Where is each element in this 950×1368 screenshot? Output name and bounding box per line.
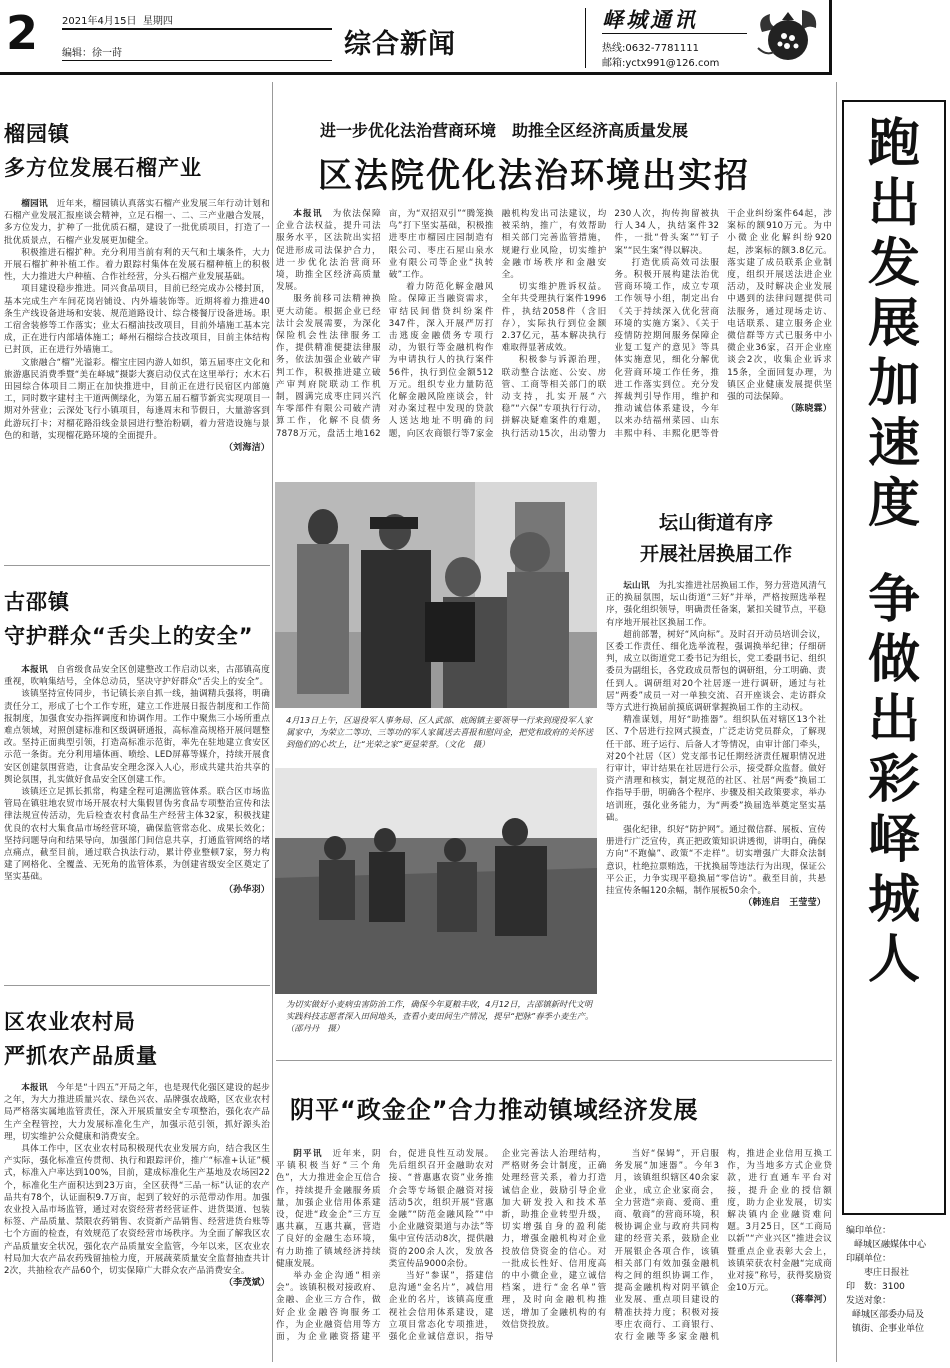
headline-top: 区农业农村局 — [4, 1010, 136, 1034]
headline-top: 坛山街道有序 — [658, 512, 773, 534]
byline: （孙华羽） — [223, 884, 270, 895]
photo-veteran-family-visit — [275, 482, 597, 708]
slogan-char: 出 — [867, 174, 920, 234]
headline-top: 榴园镇 — [4, 122, 70, 146]
yinping-headline: 阴平“政金企”合力推动镇域经济发展 — [290, 1096, 699, 1124]
section-rule — [4, 985, 270, 986]
masthead-divider — [585, 8, 586, 68]
article-agriculture — [4, 1006, 270, 1289]
masthead-rule-left — [62, 60, 332, 61]
article-tanshan — [606, 508, 826, 1056]
slogan-char: 出 — [867, 690, 920, 750]
byline: （李茂斌） — [223, 1278, 270, 1289]
slogan-gap — [844, 534, 944, 570]
masthead-right-bar — [829, 0, 832, 75]
photo2-caption: 为切实做好小麦病虫害防治工作，确保今年夏粮丰收，4月12日，古邵镇新时代文明实践科技志愿者深入田间地头，查看小麦田间生产情况，提早“把脉”春季小麦生产。（邵丹丹 摄） — [286, 999, 594, 1033]
court-article-body: 本报讯 为依法保障企业合法权益，提升司法服务水平，区法院出实招促进形成司法保护合力，进一步优化法治营商环境，助推全区经济高质量发展。 服务前移司法精神换更大动能。根据企业已经法计会发展需要，为深化保险机会性法律服务工作，提供精准便捷法律服务，依法加强企业破产审判工作，积极推进建立破产审判府院联动工作机制，圆满完成枣庄同兴汽车零部件有限公司破产清算工作，化解不良债务7878万元，盘活土地162亩，为“双招双引”“腾笼换鸟”打下坚实基础，积极推进枣庄市榴园庄园制造有限公司、枣庄石屋山泉水业有限公司等企业“执转破”工作。 着力防范化解金融风险。保障正当融资需求，审结民间借贷纠纷案件347件，深入开展严厉打击逃废金融债务专项行动，为银行等金融机构作为申请执行人的执行案件56件，执行到位金额512万元。组织专业力量防范化解金融风险座谈会，针对办案过程中发现的贷款人送达地址不明确的问题，向区农商银行等7家金融机构发出司法建议，均被采纳，推广，有效帮助相关部门完善监管措施，规避行业风险，切实维护金融市场秩序和金融安全。 切实维护胜诉权益。全年共受理执行案件1996件，执结2058件（含旧存），实际执行到位金额2.37亿元，基本解决执行难取得显著成效。 积极参与诉源治理，联动整合法庭、公安、房管、工商等相关部门的联动支持，扎实开展“六稳”“六保”专项执行行动，拼解决疑难案件的难题，执行活动15次，出动警力230人次，拘传拘留被执行人34人，执结案件32件，一批“骨头案”“钉子案”“民生案”得以解决。 打造优质高效司法服务。积极开展构建法治优营商环境工作，成立专项工作领导小组，制定出台《关于持续深入优化营商环境的实施方案》、《关于疫情防控期间服务保障企业复工复产的意见》等具体实施意见，细化分解优化营商环境工作任务，推进工作落实到位。充分发挥裁判引导作用，维护和推动诚信体系建设，今年以来办结福州菜园、山东丰熙中科、丰熙化肥等骨干企业纠纷案件64起，涉案标的额910万元。为中小微企业化解纠纷920起，涉案标的额3.8亿元。落实建了成员联系企业制度，组织开展送法进企业活动，及时解决企业发展中遇到的法律问题提供司法服务，通过现场走访、电话联系、建立服务企业微信群等方式已服务中小微企业36家，召开企业座谈会2次，收集企业诉求15条，全面回复办理，为镇区企业健康发展提供坚强的司法保障。 （陈晓霖） — [276, 209, 832, 439]
column-rule — [272, 82, 273, 1362]
photo-wheat-field-inspection — [275, 768, 597, 994]
article-gushao — [4, 586, 270, 896]
issue-date: 2021年4月15日 星期四 — [62, 16, 173, 27]
headline-main: 开展社居换届工作 — [639, 543, 792, 565]
article-liuyuan — [4, 118, 270, 454]
headline-main: 守护群众“舌尖上的安全” — [4, 624, 254, 648]
section-rule — [276, 1060, 832, 1061]
byline: （蒋奉河） — [785, 1295, 832, 1306]
hotline: 热线:0632-7781111 — [602, 43, 699, 54]
headline-main: 严抓农产品质量 — [4, 1044, 158, 1068]
headline-top: 古邵镇 — [4, 590, 70, 614]
column-rule — [836, 82, 837, 1362]
byline: （陈晓霖） — [785, 404, 832, 415]
masthead-rule-short — [62, 28, 332, 30]
byline: （韩连启 王莹莹） — [743, 898, 826, 909]
slogan-char: 跑 — [867, 114, 920, 174]
article-body: 坛山讯 为扎实推进社居换届工作，努力营造风清气正的换届氛围，坛山街道“三好”并举，严格按照选举程序，强化组织领导，明确责任备案，紧扣关键节点，平稳有序地开展社区换届工作。 超前部署，树好“风向标”。及时召开动员培训会议，区委工作责任、细化选举流程，强调换举纪律；仔细研判，成立以街道党工委书记为组长，党工委副书记、组织委员为副组长，各党政成员帮包的调研组，分工明确、责任到人。调研组对20个社居逐一进行调研，通过与社居“两委”成员一对一单独交流、召开座谈会、走访群众等方式进行换届前摸底调研掌握换届工作的主动权。 精准谋划，用好“助推器”。组织队伍对辖区13个社区、7个居进行拉网式摸查，广泛走访党员群众，了解现任干部、班子运行、后备人才等情况，由审计部门牵头，对20个社居（区）党支部书记任期经济责任履职情况进行审计，审计结果在社居进行公示，接受群众监督。做好资产清理和核实，制定规范的社区、社居“两委”换届工作指导手册，明确各个程序、步骤及相关政策要求，举办培训班，强化业务能力，为“两委”换届选举奠定坚实基础。 强化纪律，织好“防护网”。通过微信群、展板、宣传册进行广泛宣传，真正把政策知识讲透彻，讲明白，确保方向“不跑偏”、政策“不走样”。切实增强广大群众法制意识，杜绝拉票贿选，干扰换届等违法行为出现，保证公平公正，力争实现平稳换届“零信访”。截至目前，共悬挂宣传条幅120余幅，制作展板50余个。 （韩连启 王莹莹） — [606, 581, 826, 909]
pomegranate-logo-icon — [752, 2, 822, 68]
slogan-char: 展 — [867, 294, 920, 354]
byline: （刘海洁） — [223, 443, 270, 454]
slogan-char: 争 — [867, 570, 920, 630]
imprint-box: 编印单位： 峄城区融媒体中心 印刷单位： 枣庄日报社 印 数：3100 发送对象： 峄城区部委办局及 镇街、企事业单位 — [846, 1226, 927, 1334]
slogan-char: 峄 — [867, 810, 920, 870]
slogan-char: 彩 — [867, 750, 920, 810]
masthead-bottom-rule — [0, 72, 832, 75]
paper-name-rule — [602, 33, 747, 34]
slogan-char: 速 — [867, 414, 920, 474]
headline-main: 多方位发展石榴产业 — [4, 156, 202, 180]
slogan-char: 度 — [867, 474, 920, 534]
slogan-char: 发 — [867, 234, 920, 294]
slogan-char: 城 — [867, 870, 920, 930]
page-number: 2 — [6, 6, 39, 60]
email: 邮箱:yctx991@126.com — [602, 58, 720, 69]
yinping-article-body: 阴平讯 近年来，阴平镇积极当好“三个角色”，大力推进金企互信合作，持续提升金融服务质量，加强企业信用体系建设，促进“政金企”三方互惠共赢，互惠共赢，营造了良好的金融生态环境，有力助推了镇域经济持续健康发展。 举办金企沟通“相亲会”。该镇积极对接政府、金融、企业三方合作，做好企业金融咨询服务工作，为企业融资信用等方面，为企业融资搭建平台，促进良性互动发展。先后组织召开金融助农对接、“普惠惠农资”业务推介会等专场银企融资对接活动5次，组织开展“营惠金融”“防范金融风险”“中小企业融资渠道与办法”等集中宣传活动8次，提供融资的200余人次，发放各类宣传品9000余份。 当好“参谋”，搭建信息沟通“金名片”，减信用企业的名片，该镇高度重视社会信用体系建设，建立项目常态化专项推进，强化企业诚信意识，指导企业完善法人治理结构，严格财务会计制度，正确处理经营关系，着力打造诚信企业，鼓励引导企业加大研发投入和技术革新，助推企业转型升级，切实增强自身的盈利能力，增强金融机构对企业投放信贷资金的信心。对一批成长性好、信用度高的中小微企业，建立诚信档案，进行“金名单”管理，及时向金融机构推送，增加了金融机构的有效信贷投放。 当好“保姆”，开启服务发展“加速器”。今年3月，该镇组织辖区40余家企业，成立企业家商会，全力营造“亲商、爱商、重商、敬商”的营商环境，积极协调企业与政府共同构建的经营关系，鼓励企业开展银企各项合作，该镇相关部门有效加强金融机构之间的组织协调工作，提高金融机构对阴平镇企业发展、重点项目建设的精准扶持力度；积极对接枣庄农商行、工商银行、农行金融等多家金融机构，推进企业信用互换工作，为当地多方式企业贷款，进行直通车平台对接，提升企业的授信额度，助力企业发展，切实解决镇内企业融资难问题。3月25日，区“工商局以新”“产业兴区”推进会议暨重点企业表彰大会上，该镇荣获农村金融“完成商业对接”称号，获得奖励资金10万元。 （蒋奉河） — [276, 1149, 832, 1343]
editor-line: 编辑：徐一莳 — [62, 48, 122, 59]
section-rule — [4, 565, 270, 566]
article-body: 本报讯 今年是“十四五”开局之年，也是现代化强区建设的起步之年，为大力推进质量兴农、绿色兴农、品牌强农战略，区农业农村局严格落实属地监管责任，深入开展质量安全专项整治，强化农产品生产全程管控，大力发展标准化生产，加强示范引领，抓好源头治理，切实维护公众健康和消费安全。 具体工作中，区农业农村局积极现代农业发展方向，结合我区生产实际，强化标准宣传贯彻、执行和跟踪评价，推广“标准+认证”模式，标准入户率达到100%，目前，建成标准化生产基地及农场园22个，标准化生产面积达到23万亩，全区获得“三品一标”认证的农产品共有78个，认证面积9.7万亩，起到了较好的示范带动作用。加强农业投入品市场监管，通过对农资经营者经营证件、进货渠道、包装标签、产品质量、禁限农药销售、农资新产品销售、经营进货台账等七个方面的检查，有效规范了农资经营市场秩序。为全面了解我区农产品质量安全状况，强化农产品质量安全监管，今年以来，区农业农村局加大农产品农药残留抽检力度，开展蔬菜质量安全监督抽查共计2次，共抽检农产品60个，切实保障广大群众农产品消费安全。 （李茂斌） — [4, 1083, 271, 1289]
slogan-char: 做 — [867, 630, 920, 690]
slogan-char: 加 — [867, 354, 920, 414]
article-body: 榴园讯 近年来，榴园镇认真落实石榴产业发展三年行动计划和石榴产业发展汇报座谈会精神，立足石榴一、二、三产业融合发展，多方位发力，扩种了一批优质石榴，建设了一批优质项目，打造了一批优质景点，石榴产业发展更加健全。 积极推进石榴扩种。充分利用当前有利的天气和土壤条件，大力开展石榴扩种补植工作。着力跟踪村集体在发展石榴种植上的积极性，大力推进大户种植、合作社经营，分头石榴产业发展基础。 项目建设稳步推进。同兴食品项目，目前已经完成办公楼封顶，基本完成生产车间花岗岩铺设、内外墙装饰等。近期将着力推进40条生产线设备进场和安装、规范道路设计、综合楼餐厅设备进场。职工宿舍装修等工作落实；业太石榴油技改项目，目前外墙施工基本完成，正在进行内部墙体施工；峄州石榴综合技改项目，目前主体结构已封顶，正在进行外墙施工。 文旅融合“榴”光溢彩。榴宝庄园内游人如织，第五届枣庄文化和旅游惠民消费季暨“美在峄城”摄影大赛启动仪式在这里举行；水木石田园综合体项目二期正在加快推进中，目前正在进行民宿区内部施工，同时数字建村主干道两侧绿化，为第五届石榴节新宾实现项目一期对外营业；云深处飞行小镇项目，每逢周末和节假日，大量游客到此游玩打卡；对榴花路沿线金景园进行整治粉刷，着力营造设施与景色的和谐，实现榴花路环境的全面提升。 （刘海洁） — [4, 199, 270, 454]
section-title: 综合新闻 — [344, 29, 456, 60]
paper-name: 峄城通讯 — [602, 7, 698, 32]
photo1-caption: 4月13日上午，区退役军人事务局、区人武部、底阁镇主要领导一行来到现役军人家属家中，为荣立二等功、三等功的军人家属送去喜报和慰问金，把党和政府的关怀送到他们的心坎上，让“光荣之家”更显荣誉。（文化 摄） — [286, 715, 593, 749]
slogan-char: 人 — [867, 930, 920, 990]
kicker: 进一步优化法治营商环境 助推全区经济高质量发展 — [320, 121, 689, 140]
court-headline: 区法院优化法治环境出实招 — [318, 156, 750, 196]
slogan-sidebar — [842, 100, 946, 1215]
article-body: 本报讯 自省级食品安全区创建整改工作启动以来，古邵镇高度重视，吹响集结号，全体总动员，坚决守护好群众“舌尖上的安全”。 该镇坚持宣传同步，书记镇长亲自抓一线，抽调精兵强将，明确责任分工，形成了七个工作专班，建立工作进展日报告制度和工作简报制度，加强食安办指挥调度和协调作用。工作中聚焦三小场所重点难点领域，对照创建标准和区级调研通报，高标准高规格开展问题整改。坚持正面典型引领，打造高标准示范街，率先在驻地建立食安区示范一条街。充分利用墙体画、喷绘、LED屏幕等媒介，持续开展食安区创建氛围营造，让食品安全理念深入人心，形成共建共治共享的舆论氛围，扎实做好食品安全区创建工作。 该镇还立足抓长抓常，构建全程可追溯监管体系。联合区市场监管局在镇驻地农贸市场开展农村大集假冒伪劣食品专项整治宣传和法律法规宣传活动，先后检查农村食品生产经营主体32家，积极找建优良的农村大集食品市场经营环境，确保监管常态化、成果长效化；坚持问题导向和结果导向，加强部门间信息共享，打通监管网络的堵点痛点，截至目前，通过联合执法行动，累计停业整顿7家，努力构建了网格化、全覆盖、无死角的监管体系，为创建省级安全区奠定了坚实基础。 （孙华羽） — [4, 665, 270, 895]
